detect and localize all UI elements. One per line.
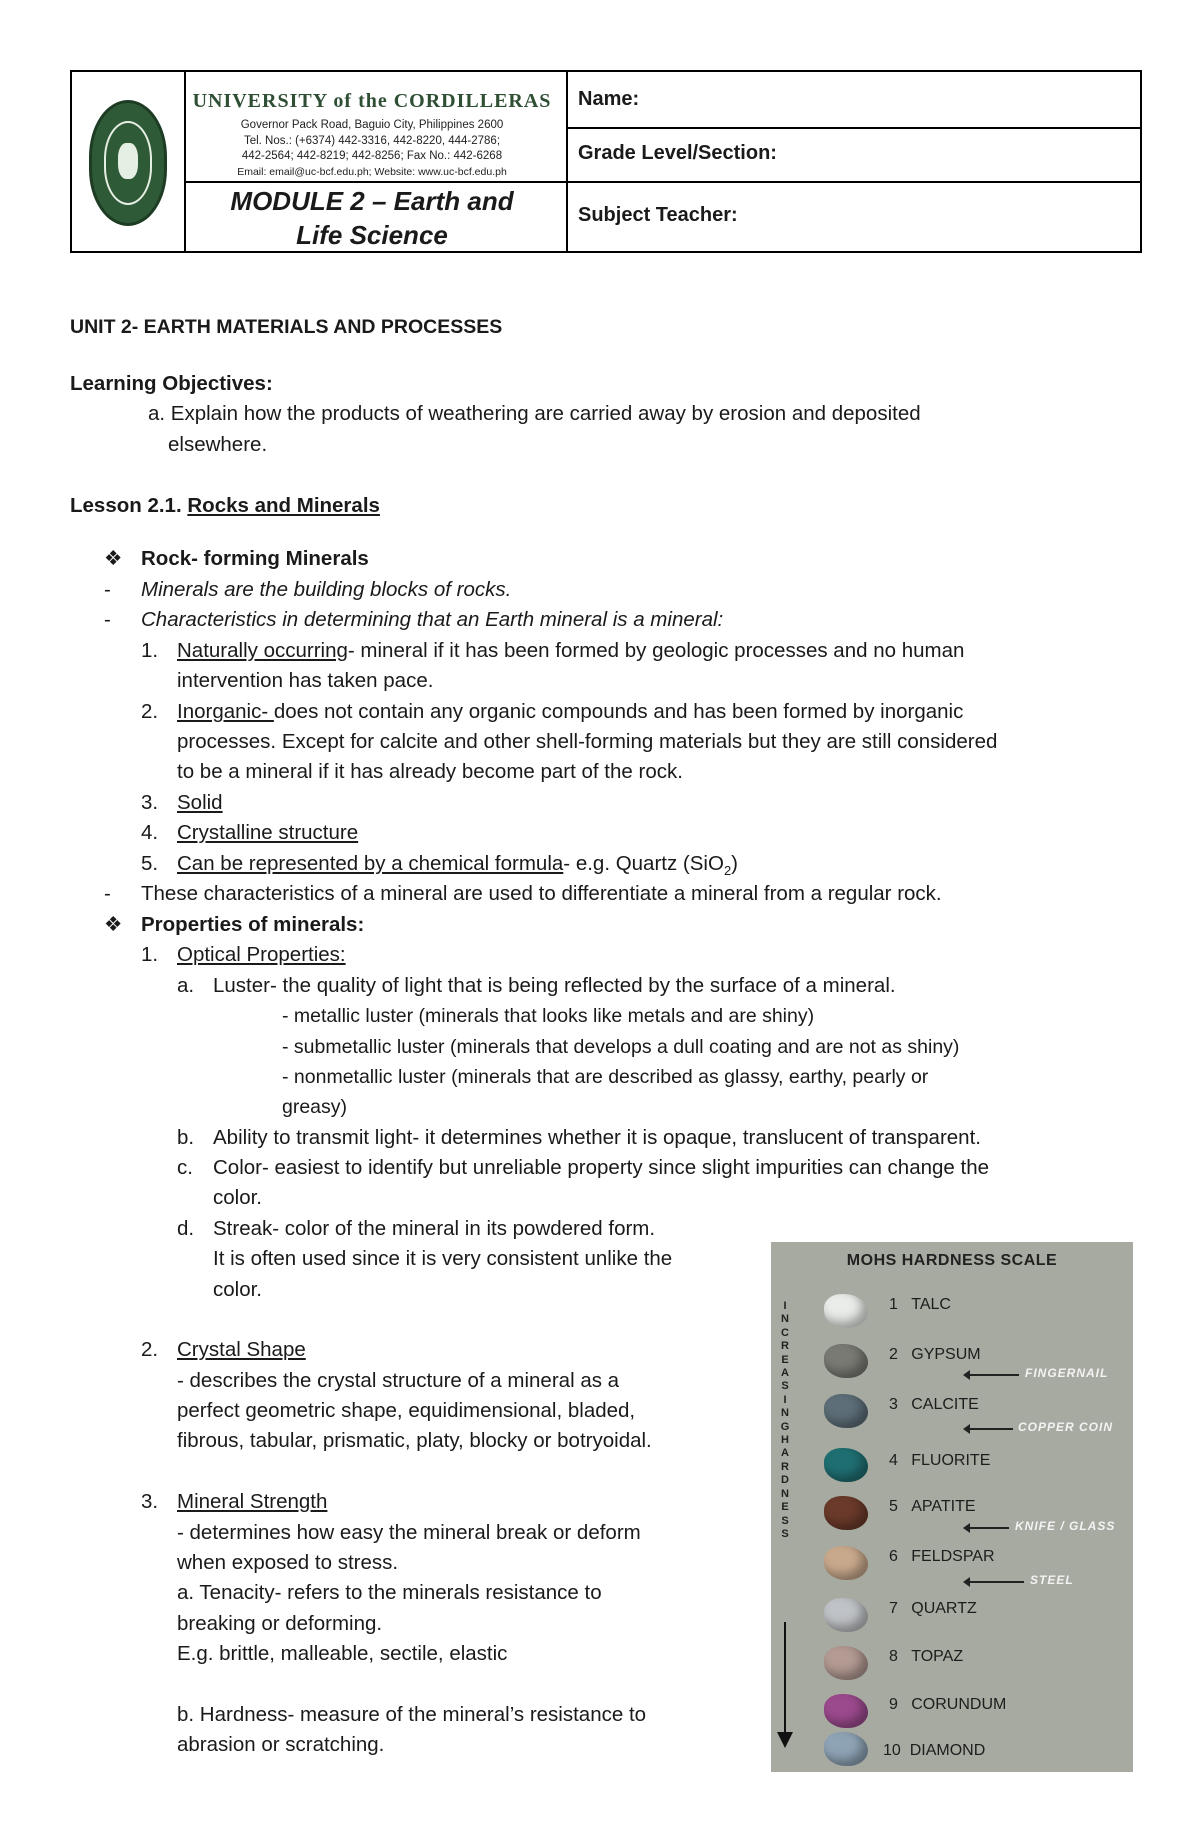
lesson-title: Rocks and Minerals bbox=[187, 494, 380, 517]
property-item-continued: It is often used since it is very consistent unlike the bbox=[213, 1247, 673, 1270]
property-item: Luster- the quality of light that is being reflected by the surface of a mineral. bbox=[213, 974, 896, 997]
corundum-specimen-image bbox=[824, 1694, 868, 1728]
term: Can be represented by a chemical formula bbox=[177, 852, 564, 875]
mineral-number: 9 bbox=[889, 1696, 898, 1713]
diamond-bullet-icon: ❖ bbox=[104, 547, 123, 570]
section-heading: Properties of minerals: bbox=[141, 913, 365, 936]
address-line: Tel. Nos.: (+6374) 442-3316, 442-8220, 444-2786; bbox=[243, 135, 501, 147]
mineral-name: TALC bbox=[911, 1296, 951, 1313]
characteristic-continued: processes. Except for calcite and other shell-forming materials but they are still considered bbox=[177, 730, 998, 753]
list-number: 2. bbox=[141, 700, 159, 723]
characteristic-item: Crystalline structure bbox=[177, 821, 359, 844]
list-letter: c. bbox=[177, 1156, 193, 1179]
term: Naturally occurring bbox=[177, 639, 348, 662]
mineral-label bbox=[889, 1600, 977, 1618]
mineral-label bbox=[889, 1396, 979, 1414]
term: Inorganic- bbox=[177, 700, 274, 723]
luster-type: - nonmetallic luster (minerals that are described as glassy, earthy, pearly or bbox=[282, 1066, 929, 1088]
paragraph-line: a. Tenacity- refers to the minerals resistance to bbox=[177, 1581, 602, 1604]
mineral-label bbox=[889, 1346, 981, 1364]
list-number: 1. bbox=[141, 943, 159, 966]
list-number: 3. bbox=[141, 1490, 159, 1513]
paragraph-line: perfect geometric shape, equidimensional, bladed, bbox=[177, 1399, 636, 1422]
objective-item: a. Explain how the products of weathering are carried away by erosion and deposited bbox=[148, 402, 921, 425]
list-item: Minerals are the building blocks of rocks. bbox=[141, 578, 512, 601]
mineral-number: 1 bbox=[889, 1296, 898, 1313]
mineral-label bbox=[889, 1296, 951, 1314]
mineral-name: DIAMOND bbox=[909, 1742, 986, 1759]
mineral-number: 3 bbox=[889, 1396, 898, 1413]
lesson-heading bbox=[70, 491, 380, 521]
topaz-specimen-image bbox=[824, 1646, 868, 1680]
left-arrow-icon bbox=[969, 1581, 1024, 1583]
mineral-number: 10 bbox=[883, 1742, 901, 1759]
list-number: 4. bbox=[141, 821, 159, 844]
mineral-number: 8 bbox=[889, 1648, 898, 1665]
property-item: Streak- color of the mineral in its powdered form. bbox=[213, 1217, 656, 1240]
mineral-number: 7 bbox=[889, 1600, 898, 1617]
address-line: 442-2564; 442-8219; 442-8256; Fax No.: 442-6268 bbox=[241, 150, 503, 162]
divider bbox=[184, 181, 566, 183]
university-seal-logo bbox=[89, 100, 167, 226]
subject-teacher-label: Subject Teacher: bbox=[578, 204, 738, 226]
mineral-label bbox=[883, 1742, 985, 1760]
mineral-name: APATITE bbox=[911, 1498, 976, 1515]
list-number: 1. bbox=[141, 639, 159, 662]
left-arrow-icon bbox=[969, 1374, 1019, 1376]
mineral-name: FELDSPAR bbox=[911, 1548, 995, 1565]
vertical-axis-label bbox=[778, 1300, 792, 1541]
dash-bullet: - bbox=[104, 882, 111, 905]
definition: - mineral if it has been formed by geologic processes and no human bbox=[347, 639, 965, 662]
characteristic-item bbox=[177, 636, 964, 666]
property-item: Color- easiest to identify but unreliable property since slight impurities can change the bbox=[213, 1156, 989, 1179]
reference-label: FINGERNAIL bbox=[1025, 1366, 1109, 1380]
list-number: 2. bbox=[141, 1338, 159, 1361]
increasing-arrow bbox=[784, 1622, 786, 1737]
list-item: Characteristics in determining that an Earth mineral is a mineral: bbox=[141, 608, 724, 631]
quartz-specimen-image bbox=[824, 1598, 868, 1632]
mineral-name: TOPAZ bbox=[911, 1648, 964, 1665]
fluorite-specimen-image bbox=[824, 1448, 868, 1482]
list-letter: b. bbox=[177, 1126, 195, 1149]
mineral-number: 5 bbox=[889, 1498, 898, 1515]
divider bbox=[566, 72, 568, 251]
characteristic-item bbox=[177, 697, 963, 727]
mineral-label bbox=[889, 1648, 963, 1666]
paragraph-line: - describes the crystal structure of a mineral as a bbox=[177, 1369, 620, 1392]
calcite-specimen-image bbox=[824, 1394, 868, 1428]
paragraph-line: breaking or deforming. bbox=[177, 1612, 383, 1635]
reference-label: COPPER COIN bbox=[1018, 1420, 1114, 1434]
apatite-specimen-image bbox=[824, 1496, 868, 1530]
address-line: Email: email@uc-bcf.edu.ph; Website: www.uc-bcf.edu.ph bbox=[237, 166, 507, 178]
arrow-head-icon bbox=[777, 1732, 793, 1748]
characteristic-continued: intervention has taken pace. bbox=[177, 669, 434, 692]
luster-type-continued: greasy) bbox=[282, 1096, 348, 1118]
list-letter: d. bbox=[177, 1217, 195, 1240]
dash-bullet: - bbox=[104, 608, 111, 631]
module-title: MODULE 2 – Earth and Life Science bbox=[230, 186, 514, 250]
mineral-name: CALCITE bbox=[911, 1396, 979, 1413]
property-item: Ability to transmit light- it determines whether it is opaque, translucent of transparent. bbox=[213, 1126, 981, 1149]
university-name: UNIVERSITY of the CORDILLERAS bbox=[192, 90, 552, 112]
subsection-heading: Optical Properties: bbox=[177, 943, 346, 966]
section-heading: Rock- forming Minerals bbox=[141, 547, 369, 570]
characteristic-continued: to be a mineral if it has already become part of the rock. bbox=[177, 760, 683, 783]
lesson-prefix: Lesson 2.1. bbox=[70, 494, 182, 517]
objective-item-continued: elsewhere. bbox=[168, 433, 268, 456]
mineral-label bbox=[889, 1452, 990, 1470]
closing-paren: ) bbox=[731, 852, 738, 875]
feldspar-specimen-image bbox=[824, 1546, 868, 1580]
list-number: 3. bbox=[141, 791, 159, 814]
mineral-number: 2 bbox=[889, 1346, 898, 1363]
list-number: 5. bbox=[141, 852, 159, 875]
mineral-number: 4 bbox=[889, 1452, 898, 1469]
divider bbox=[566, 181, 1140, 183]
dash-bullet: - bbox=[104, 578, 111, 601]
mineral-name: CORUNDUM bbox=[911, 1696, 1007, 1713]
left-arrow-icon bbox=[969, 1527, 1009, 1529]
mineral-label bbox=[889, 1696, 1006, 1714]
mineral-name: QUARTZ bbox=[911, 1600, 977, 1617]
left-arrow-icon bbox=[969, 1428, 1013, 1430]
mineral-name: FLUORITE bbox=[911, 1452, 991, 1469]
objectives-heading: Learning Objectives: bbox=[70, 372, 273, 395]
reference-label: STEEL bbox=[1030, 1573, 1074, 1587]
definition: does not contain any organic compounds and has been formed by inorganic bbox=[273, 700, 964, 723]
mineral-number: 6 bbox=[889, 1548, 898, 1565]
figure-title: MOHS HARDNESS SCALE bbox=[846, 1252, 1058, 1269]
mineral-label bbox=[889, 1548, 995, 1566]
paragraph-line: E.g. brittle, malleable, sectile, elastic bbox=[177, 1642, 508, 1665]
divider bbox=[184, 72, 186, 251]
vertical-label-text: INCREASING HARDNESS bbox=[780, 1300, 790, 1540]
unit-title: UNIT 2- EARTH MATERIALS AND PROCESSES bbox=[70, 316, 503, 338]
grade-level-label: Grade Level/Section: bbox=[578, 142, 777, 164]
subscript: 2 bbox=[723, 863, 732, 879]
mineral-name: GYPSUM bbox=[911, 1346, 981, 1363]
luster-type: - metallic luster (minerals that looks like metals and are shiny) bbox=[282, 1005, 815, 1027]
paragraph-line: when exposed to stress. bbox=[177, 1551, 399, 1574]
mohs-hardness-scale-figure bbox=[771, 1242, 1133, 1772]
property-item-continued: color. bbox=[213, 1278, 262, 1301]
characteristic-item: Solid bbox=[177, 791, 223, 814]
diamond-specimen-image bbox=[824, 1732, 868, 1766]
paragraph-line: - determines how easy the mineral break or deform bbox=[177, 1521, 641, 1544]
talc-specimen-image bbox=[824, 1294, 868, 1328]
reference-label: KNIFE / GLASS bbox=[1015, 1519, 1116, 1533]
module-header bbox=[70, 70, 1142, 253]
paragraph-line: fibrous, tabular, prismatic, platy, blocky or botryoidal. bbox=[177, 1429, 652, 1452]
list-letter: a. bbox=[177, 974, 195, 997]
subsection-heading: Mineral Strength bbox=[177, 1490, 328, 1513]
address-line: Governor Pack Road, Baguio City, Philippines 2600 bbox=[240, 119, 504, 131]
gypsum-specimen-image bbox=[824, 1344, 868, 1378]
paragraph-line: b. Hardness- measure of the mineral’s resistance to bbox=[177, 1703, 647, 1726]
paragraph-line: abrasion or scratching. bbox=[177, 1733, 385, 1756]
subsection-heading: Crystal Shape bbox=[177, 1338, 306, 1361]
definition: - e.g. Quartz (SiO bbox=[563, 852, 724, 875]
diamond-bullet-icon: ❖ bbox=[104, 913, 123, 936]
luster-type: - submetallic luster (minerals that develops a dull coating and are not as shiny) bbox=[282, 1036, 960, 1058]
name-label: Name: bbox=[578, 88, 640, 110]
divider bbox=[566, 127, 1140, 129]
list-item: These characteristics of a mineral are used to differentiate a mineral from a regular rock. bbox=[141, 882, 942, 905]
mineral-label bbox=[889, 1498, 976, 1516]
property-item-continued: color. bbox=[213, 1186, 262, 1209]
